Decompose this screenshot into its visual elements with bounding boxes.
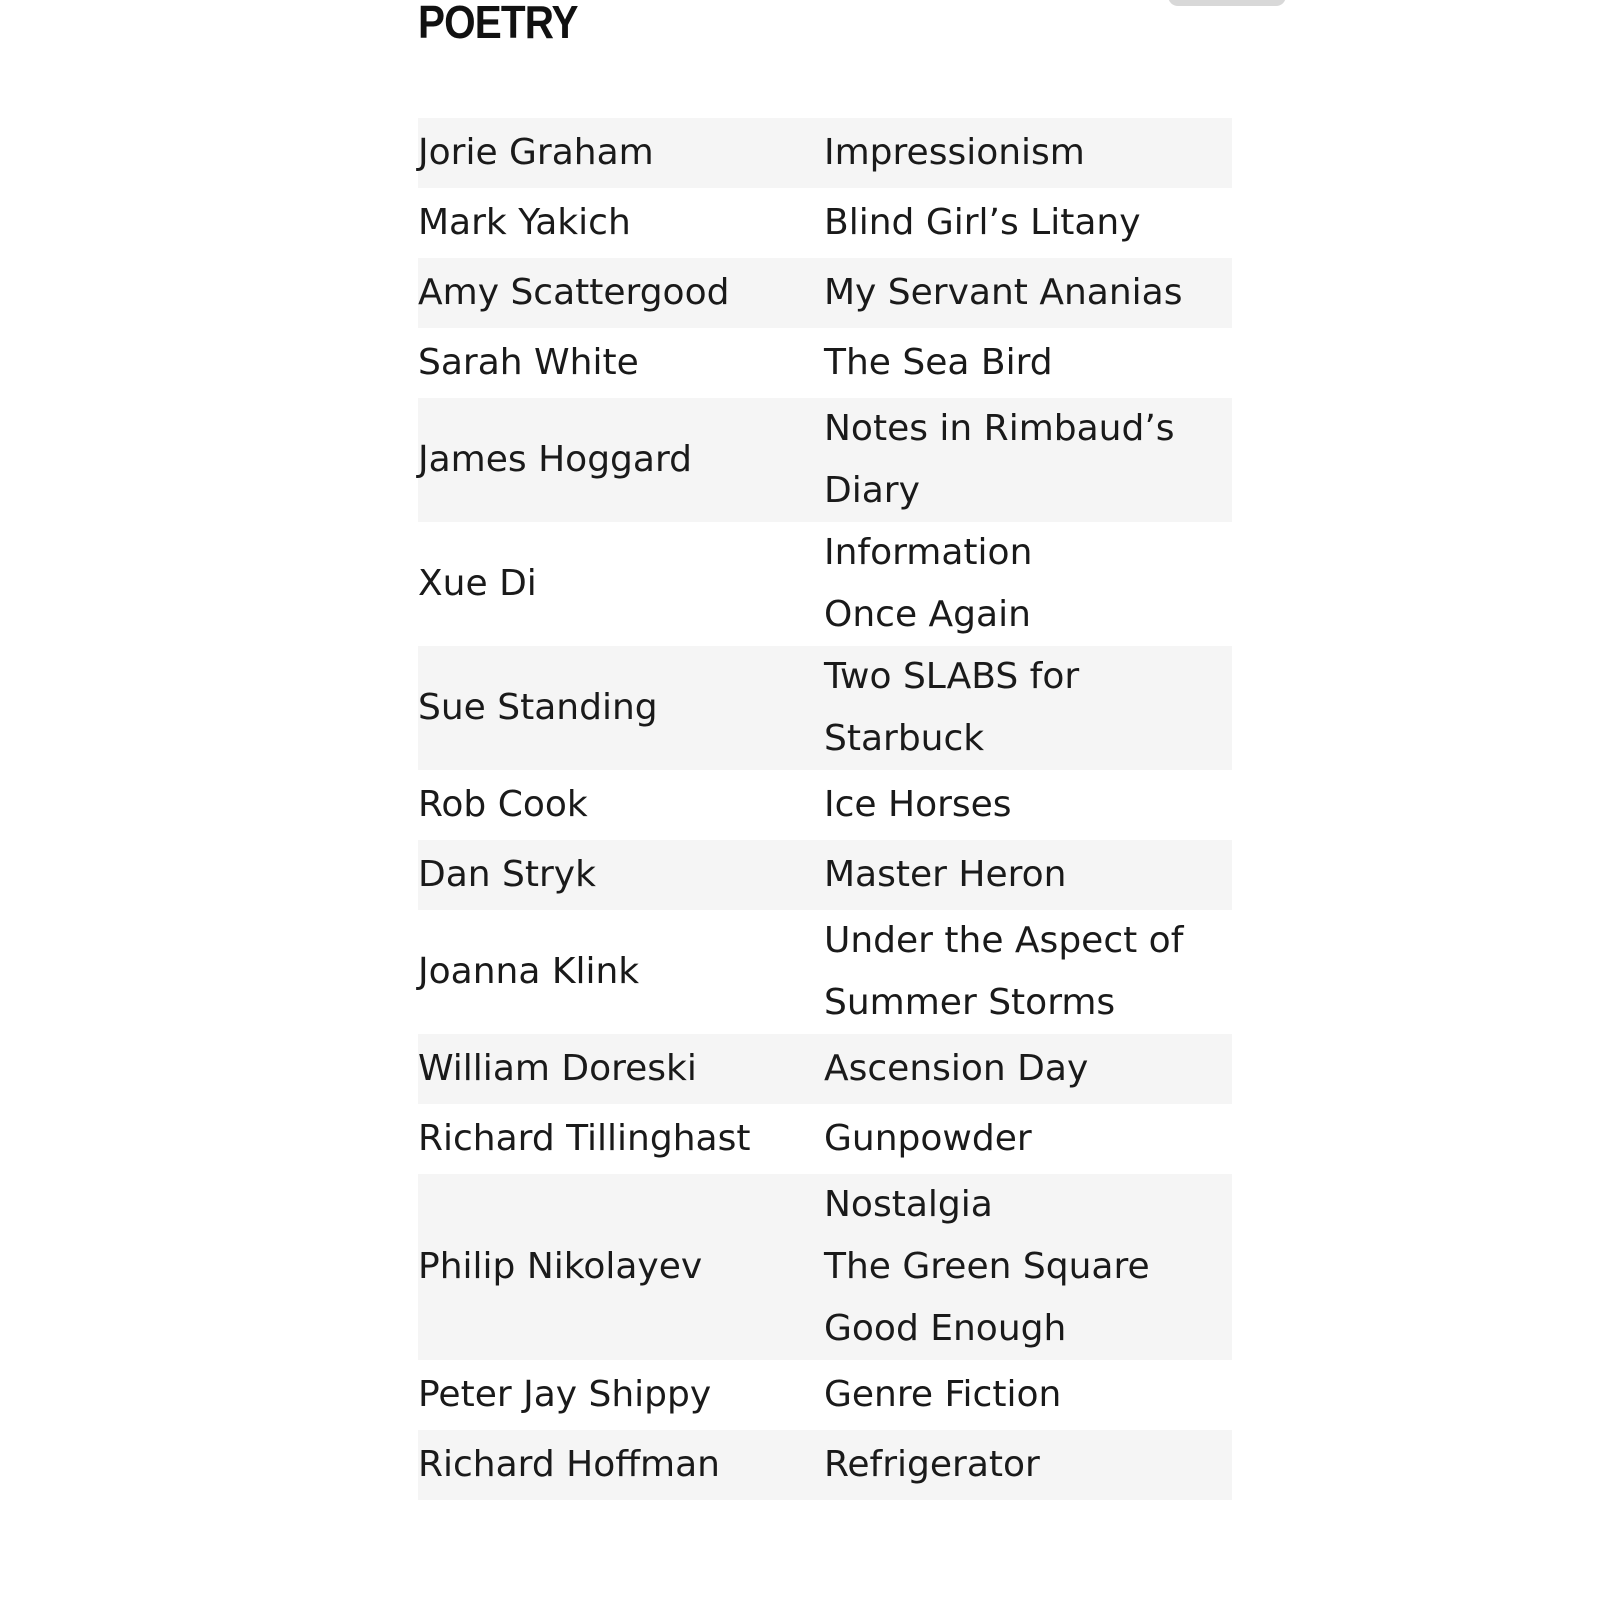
poem-titles <box>824 1360 1232 1430</box>
poem-title: Good Enough <box>824 1308 1067 1349</box>
poetry-contents-table <box>418 118 1232 1500</box>
author-name: Jorie Graham <box>418 118 824 188</box>
poem-titles <box>824 522 1232 646</box>
poem-titles <box>824 1174 1232 1360</box>
table-row <box>418 1104 1232 1174</box>
poem-title: Ascension Day <box>824 1048 1089 1089</box>
poem-title: Starbuck <box>824 718 985 759</box>
poem-title: Once Again <box>824 594 1031 635</box>
table-row <box>418 1174 1232 1360</box>
author-name: Xue Di <box>418 522 824 646</box>
author-name: Sarah White <box>418 328 824 398</box>
table-row <box>418 1430 1232 1500</box>
poem-title: Summer Storms <box>824 982 1116 1023</box>
author-name: Philip Nikolayev <box>418 1174 824 1360</box>
poem-titles <box>824 840 1232 910</box>
poem-title: Notes in Rimbaud’s <box>824 408 1175 449</box>
table-body <box>418 118 1232 1500</box>
poem-title: Nostalgia <box>824 1184 993 1225</box>
poem-titles <box>824 910 1232 1034</box>
table-row <box>418 188 1232 258</box>
table-row <box>418 1360 1232 1430</box>
poem-title: Master Heron <box>824 854 1067 895</box>
author-name: William Doreski <box>418 1034 824 1104</box>
table-row <box>418 840 1232 910</box>
author-name: James Hoggard <box>418 398 824 522</box>
table-row <box>418 910 1232 1034</box>
top-tab-edge <box>1168 0 1286 6</box>
poem-titles <box>824 1104 1232 1174</box>
poem-titles <box>824 646 1232 770</box>
poem-titles <box>824 398 1232 522</box>
table-row <box>418 770 1232 840</box>
poem-titles <box>824 328 1232 398</box>
poem-title: My Servant Ananias <box>824 272 1183 313</box>
poem-title: Two SLABS for <box>824 656 1080 697</box>
table-row <box>418 258 1232 328</box>
author-name: Joanna Klink <box>418 910 824 1034</box>
poem-title: Gunpowder <box>824 1118 1032 1159</box>
author-name: Amy Scattergood <box>418 258 824 328</box>
poem-title: The Green Square <box>824 1246 1150 1287</box>
author-name: Richard Hoffman <box>418 1430 824 1500</box>
section-title: POETRY <box>418 0 578 48</box>
table-row <box>418 1034 1232 1104</box>
table-row <box>418 118 1232 188</box>
table-row <box>418 328 1232 398</box>
author-name: Richard Tillinghast <box>418 1104 824 1174</box>
poem-title: Refrigerator <box>824 1444 1040 1485</box>
poem-titles <box>824 770 1232 840</box>
poem-title: Under the Aspect of <box>824 920 1184 961</box>
poem-title: Information <box>824 532 1033 573</box>
table-row <box>418 522 1232 646</box>
poem-titles <box>824 188 1232 258</box>
table-row <box>418 646 1232 770</box>
poem-titles <box>824 1430 1232 1500</box>
poem-title: Genre Fiction <box>824 1374 1062 1415</box>
poem-titles <box>824 1034 1232 1104</box>
poem-title: Impressionism <box>824 132 1085 173</box>
author-name: Sue Standing <box>418 646 824 770</box>
poem-titles <box>824 258 1232 328</box>
poem-title: Ice Horses <box>824 784 1012 825</box>
table-row <box>418 398 1232 522</box>
poem-title: Diary <box>824 470 920 511</box>
author-name: Rob Cook <box>418 770 824 840</box>
author-name: Mark Yakich <box>418 188 824 258</box>
poem-titles <box>824 118 1232 188</box>
poem-title: Blind Girl’s Litany <box>824 202 1141 243</box>
poem-title: The Sea Bird <box>824 342 1053 383</box>
author-name: Peter Jay Shippy <box>418 1360 824 1430</box>
author-name: Dan Stryk <box>418 840 824 910</box>
